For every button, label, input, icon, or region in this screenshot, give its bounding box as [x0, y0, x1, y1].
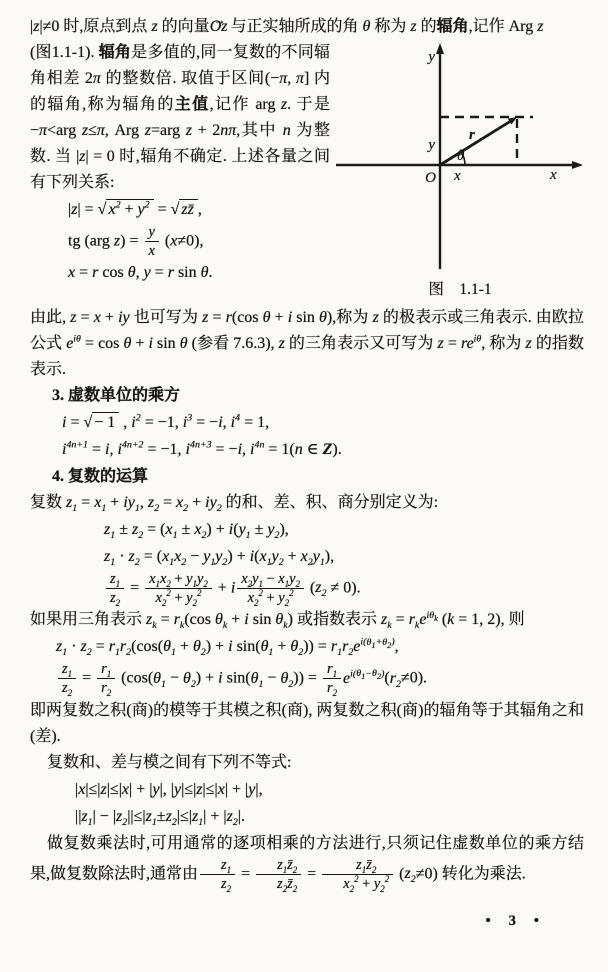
- paragraph-modulus-argument-rule: 即两复数之积(商)的模等于其模之积(商), 两复数之积(商)的辐角等于其辐角之和(差).: [30, 701, 584, 745]
- vector-r-line: [440, 119, 514, 165]
- heading-section-3: 3. 虚数单位的乘方: [52, 387, 181, 404]
- origin-label: O: [425, 170, 436, 186]
- formula-modulus: |z| = √ $x^2 + y^2$ = √ zz̄ ,: [68, 199, 202, 218]
- x-axis-label: x: [550, 167, 557, 183]
- formula-i-powers-2: $i^{4n+1} = i$, $i^{4n+2} = -1$, $i^{4n+3} = -i$, $i^{4n} = 1(n$ ∈ Z).: [62, 439, 342, 458]
- y-axis-label: y: [428, 49, 435, 65]
- figure-caption: 图 1.1-1: [428, 281, 492, 298]
- paragraph-intro: |z|≠0 时,原点到点 z 的向量Oz → 与正实轴所成的角 θ 称为 z 的辐角,记作 Arg z: [30, 14, 584, 40]
- paragraph-trig-form: 如果用三角表示 $z_k = r_k(\cos$ $\theta_k + i$ $\sin \theta_k$) 或指数表示 $z_k = r_ke^{i\theta_k}$ (k = 1, 2), 则: [30, 609, 525, 632]
- formula-tangent: tg (arg z) = $\frac{y}{x}$ (x≠0),: [68, 224, 204, 260]
- formula-product-polar: $z_1 \cdot z_2 = r_1r_2(\cos(\theta_1 + \theta_2) + i$ $\sin(\theta_1 + \theta_2)) = r_1r_2e^{i(\theta_1+\theta_2)}$,: [56, 636, 399, 659]
- formula-quotient: $\frac{z_1}{z_2}$ = $\frac{x_1x_2 + y_1y_2}{x_2^2 + y_2^2}$ + i $\frac{x_2y_1 - x_1y_2}{x_2^2 + y_2^2}$ $(z_2 \ne 0)$.: [104, 571, 584, 606]
- heading-section-4: 4. 复数的运算: [52, 468, 149, 485]
- formula-i-powers-1: i = √ − 1 , $i^2 = -1$, $i^3 = -i$, $i^4 = 1$,: [62, 412, 270, 431]
- angle-label: θ: [457, 148, 465, 164]
- formula-product: $z_1 \cdot z_2 = (x_1x_2 - y_1y_2) + i(x_1y_2 + x_2y_1)$,: [104, 548, 335, 569]
- figure-float: [336, 43, 584, 303]
- formula-polar-coords: x = r cos θ, y = r sin θ.: [68, 264, 213, 282]
- paragraph-operations-def: 复数 $z_1 = x_1 + iy_1$, $z_2 = x_2 + iy_2$ 的和、差、积、商分别定义为:: [30, 494, 439, 515]
- formula-sum-diff: $z_1 \pm z_2 = (x_1 \pm x_2) + i(y_1 \pm y_2)$,: [104, 521, 289, 542]
- x-coord-label: x: [454, 168, 461, 184]
- radius-label: r: [469, 127, 475, 143]
- paragraph-polar-form: 由此, z = x + iy 也可写为 z = r(cos θ + i sin θ),称为 z 的极表示或三角表示. 由欧拉公式 $e^{i\theta} = \cos \theta + i$ sin θ (参看 7.6.3), z 的三角表示又可写为 $z = re^{i\theta}$, 称为 z 的指数表示.: [30, 309, 584, 378]
- y-coord-label: y: [428, 137, 435, 153]
- page-number: • 3 •: [485, 912, 546, 929]
- paragraph-inequalities-intro: 复数和、差与模之间有下列不等式:: [47, 753, 292, 771]
- x-axis-arrow: [572, 161, 583, 169]
- figure-1-1-1-svg: [336, 43, 584, 275]
- y-axis-arrow: [436, 43, 444, 54]
- formula-inequality-1: |x|≤|z|≤|x| + |y|, |y|≤|z|≤|x| + |y|,: [75, 780, 263, 798]
- paragraph-argument: (图1.1-1). 辐角是多值的,同一复数的不同辐角相差 2π 的整数倍. 取值于区间(−π, π] 内的辐角,称为辐角的主值,记作 arg z. 于是 −π<arg z≤π, Arg z=arg z + 2nπ,其中 n 为整数. 当 |z| = 0 时,辐角不确定. 上述各量之间有下列关系:: [30, 44, 331, 191]
- formula-quotient-polar: $\frac{z_1}{z_2}$ = $\frac{r_1}{r_2}$ ($\cos(\theta_1 - \theta_2) + i$ $\sin(\theta_1 - \theta_2)$) = $\frac{r_1}{r_2}$ $e^{i(\theta_1-\theta_2)}(r_2\ne 0)$.: [56, 661, 584, 696]
- paragraph-multiplication-note: 做复数乘法时,可用通常的逐项相乘的方法进行,只须记住虚数单位的乘方结果,做复数除法时,通常由 $\frac{z_1}{z_2}$ = $\frac{z_1z̄_2}{z_2z̄_2}$ = $\frac{z_1z̄_2}{x_2^2 + y_2^2}$ $(z_2\ne 0)$ 转化为乘法.: [30, 834, 584, 894]
- formula-inequality-2: $||z_1| - |z_2||\le|z_1\pm z_2|\le|z_1| + |z_2|$.: [75, 807, 245, 828]
